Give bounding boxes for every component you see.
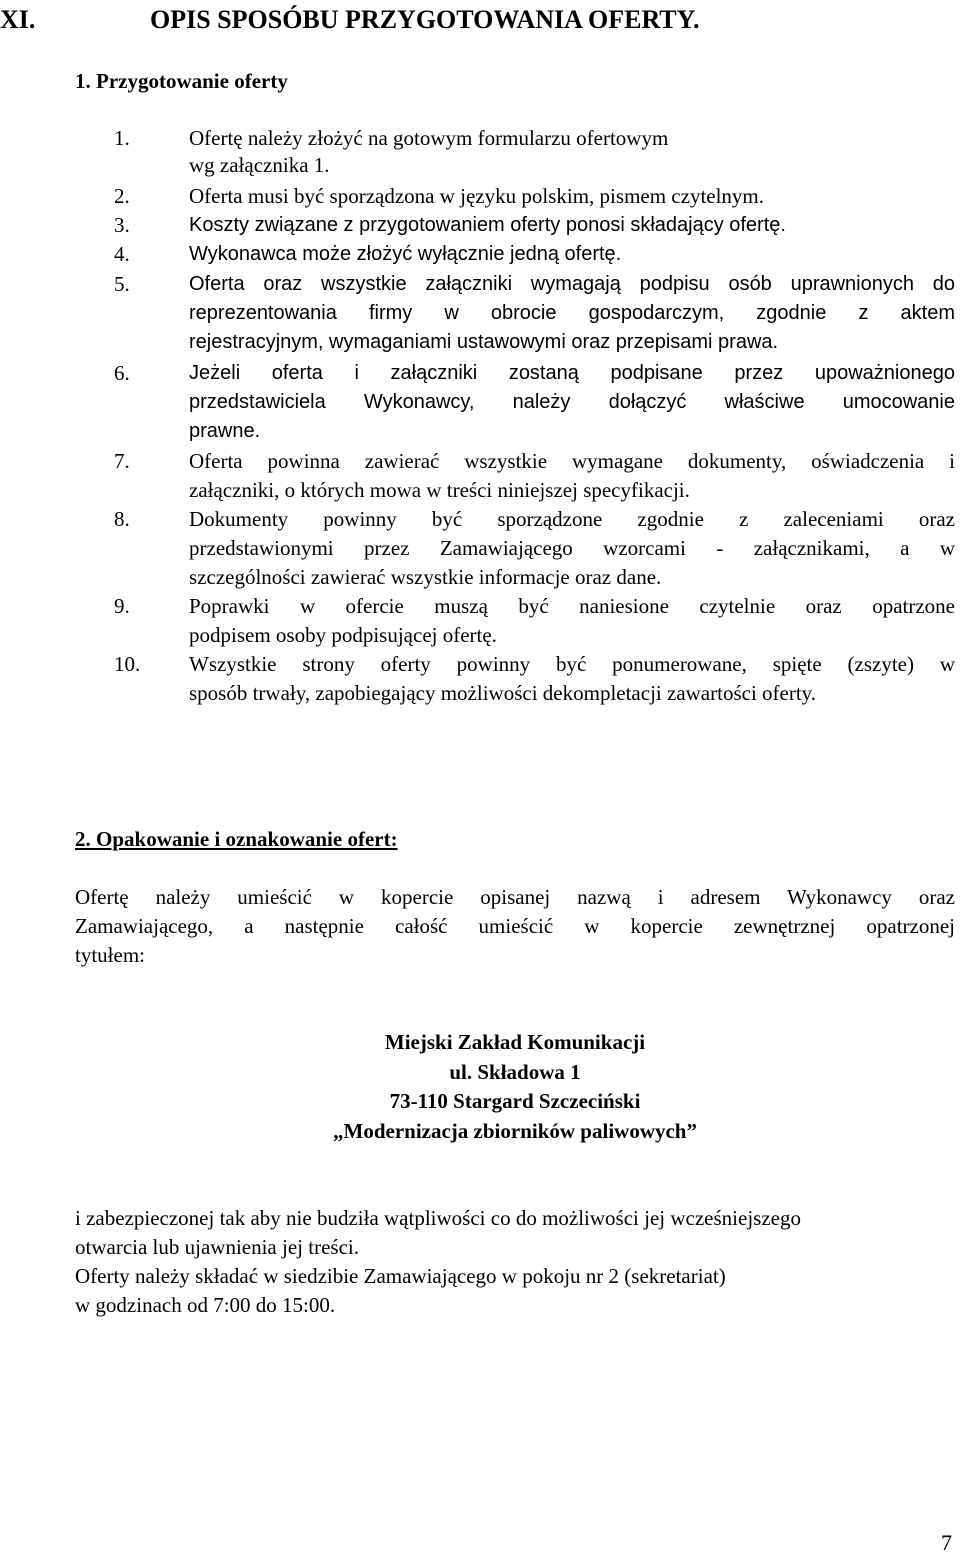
- section-number: XI.: [0, 5, 36, 34]
- list-item-number: 9.: [114, 594, 130, 618]
- list-item: [189, 270, 955, 357]
- list-item-line: podpisem osoby podpisującej ofertę.: [189, 623, 497, 647]
- list-item-line: Oferta musi być sporządzona w języku polskim, pismem czytelnym.: [189, 184, 765, 208]
- page-number: 7: [941, 1530, 952, 1555]
- list-item: [189, 240, 955, 269]
- list-item-line: Jeżeli oferta i załączniki zostaną podpisane przez upoważnionego: [189, 362, 955, 384]
- list-item-number: 1.: [114, 126, 130, 150]
- list-item-number: 7.: [114, 449, 130, 473]
- list-item-line: reprezentowania firmy w obrocie gospodarczym, zgodnie z aktem: [189, 302, 955, 324]
- section-2-heading: 2. Opakowanie i oznakowanie ofert:: [75, 827, 398, 851]
- closing-line: Oferty należy składać w siedzibie Zamawiającego w pokoju nr 2 (sekretariat): [75, 1264, 726, 1288]
- closing-line: i zabezpieczonej tak aby nie budziła wątpliwości co do możliwości jej wcześniejszego: [75, 1206, 801, 1230]
- closing-line: w godzinach od 7:00 do 15:00.: [75, 1293, 336, 1317]
- list-item-line: załączniki, o których mowa w treści niniejszej specyfikacji.: [189, 478, 690, 502]
- list-item-line: prawne.: [189, 420, 261, 442]
- list-item-line: Koszty związane z przygotowaniem oferty ponosi składający ofertę.: [189, 214, 786, 236]
- list-item: [189, 182, 955, 211]
- list-item: [189, 592, 955, 650]
- list-item-line: Oferta oraz wszystkie załączniki wymagają podpisu osób uprawnionych do: [189, 273, 955, 295]
- list-item-line: Dokumenty powinny być sporządzone zgodnie z zaleceniami oraz: [189, 507, 955, 531]
- list-item: [189, 650, 955, 708]
- list-item-line: Ofertę należy złożyć na gotowym formularzu ofertowym: [189, 126, 669, 150]
- closing-line: otwarcia lub ujawnienia jej treści.: [75, 1235, 359, 1259]
- list-item-number: 6.: [114, 361, 130, 385]
- tender-title: „Modernizacja zbiorników paliwowych”: [333, 1118, 697, 1143]
- paragraph-line: tytułem:: [75, 943, 145, 967]
- list-item-line: przedstawionymi przez Zamawiającego wzorcami - załącznikami, a w: [189, 536, 955, 560]
- envelope-instructions: [75, 883, 955, 970]
- list-item-line: szczególności zawierać wszystkie informacje oraz dane.: [189, 565, 662, 589]
- list-item-number: 5.: [114, 272, 130, 296]
- address-block: [0, 1028, 960, 1146]
- address-company: Miejski Zakład Komunikacji: [384, 1030, 646, 1054]
- list-item: [189, 505, 955, 592]
- list-item-line: Wykonawca może złożyć wyłącznie jedną ofertę.: [189, 243, 622, 265]
- list-item-number: 2.: [114, 184, 130, 208]
- list-item-number: 8.: [114, 507, 130, 531]
- list-item-line: wg załącznika 1.: [189, 153, 330, 177]
- section-title: OPIS SPOSÓBU PRZYGOTOWANIA OFERTY.: [150, 5, 700, 34]
- list-item-number: 4.: [114, 242, 130, 266]
- list-item: [189, 211, 955, 240]
- list-item: [189, 359, 955, 446]
- list-item: [189, 447, 955, 505]
- list-item-line: Poprawki w ofercie muszą być naniesione czytelnie oraz opatrzone: [189, 594, 955, 618]
- list-item-line: sposób trwały, zapobiegający możliwości dekompletacji zawartości oferty.: [189, 681, 817, 705]
- paragraph-line: Zamawiającego, a następnie całość umieścić w kopercie zewnętrznej opatrzonej: [75, 914, 955, 938]
- paragraph-line: Ofertę należy umieścić w kopercie opisanej nazwą i adresem Wykonawcy oraz: [75, 885, 955, 909]
- list-item-line: przedstawiciela Wykonawcy, należy dołączyć właściwe umocowanie: [189, 391, 955, 413]
- address-city: 73-110 Stargard Szczeciński: [389, 1089, 641, 1113]
- list-item-number: 3.: [114, 213, 130, 237]
- list-item-line: Oferta powinna zawierać wszystkie wymagane dokumenty, oświadczenia i: [189, 449, 955, 473]
- list-item-line: rejestracyjnym, wymaganiami ustawowymi oraz przepisami prawa.: [189, 331, 779, 353]
- list-item: [189, 124, 955, 177]
- list-item-number: 10.: [114, 652, 141, 676]
- address-street: ul. Składowa 1: [449, 1059, 581, 1084]
- list-item-line: Wszystkie strony oferty powinny być ponumerowane, spięte (zszyte) w: [189, 652, 955, 676]
- subsection-heading: 1. Przygotowanie oferty: [75, 69, 288, 93]
